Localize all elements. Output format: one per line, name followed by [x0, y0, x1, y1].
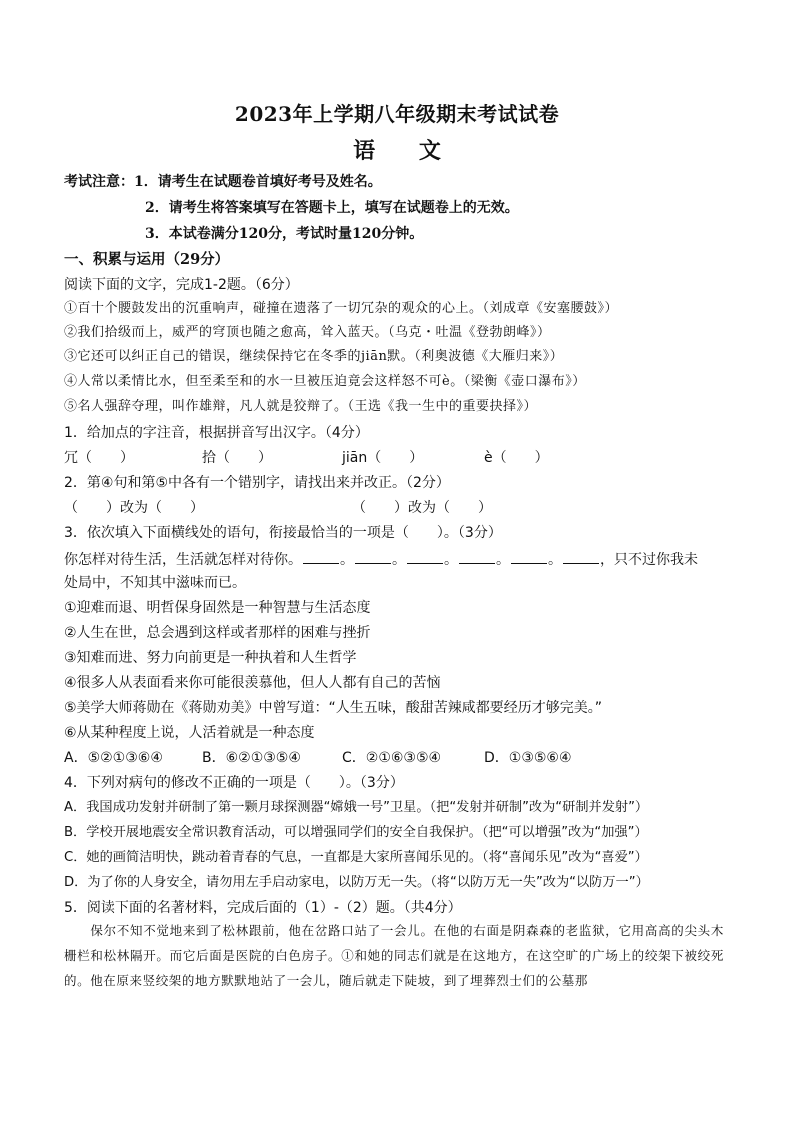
q3-option: ⑥从某种程度上说，人活着就是一种态度: [64, 725, 315, 741]
note-item: 3．本试卷满分120分，考试时量120分钟。: [145, 226, 424, 242]
exam-title: 2023年上学期八年级期末考试试卷: [234, 102, 560, 126]
q1-part: 拾（ ）: [202, 450, 272, 466]
exam-subject: 语 文: [353, 138, 459, 164]
question-4-stem: 4．下列对病句的修改不正确的一项是（ ）。（3分）: [64, 775, 404, 791]
q3-option: ③知难而进、努力向前更是一种执着和人生哲学: [64, 650, 357, 666]
q3-choice-b: B．⑥②①③⑤④: [202, 750, 301, 766]
q3-passage-line-2: 处局中，不知其中滋味而已。: [64, 575, 246, 591]
fill-blank: [407, 549, 443, 564]
fill-blank: [563, 549, 599, 564]
sentence-5: ⑤名人强辞夺理，叫作雄辩，凡人就是狡辩了。（王选《我一生中的重要抉择》）: [64, 399, 538, 414]
q2-part: （ ）改为（ ）: [352, 500, 492, 516]
q3-text-end: ，只不过你我未: [600, 552, 698, 568]
section-heading: 一、积累与运用（29分）: [64, 251, 230, 268]
q3-option: ①迎难而退、明哲保身固然是一种智慧与生活态度: [64, 600, 371, 616]
fill-blank: [459, 549, 495, 564]
reading-intro: 阅读下面的文字，完成1-2题。（6分）: [64, 277, 299, 293]
q3-choice-a: A．⑤②①③⑥④: [64, 750, 163, 766]
q2-part: （ ）改为（ ）: [64, 500, 204, 516]
q4-choice-a: A．我国成功发射并研制了第一颗月球探测器“嫦娥一号”卫星。（把“发射并研制”改为“研制并发射”）: [64, 800, 649, 815]
fill-blank: [511, 549, 547, 564]
sentence-4: ④人常以柔情比水，但至柔至和的水一旦被压迫竟会这样怒不可è。（梁衡《壶口瀑布》）: [64, 374, 586, 389]
q1-part: è（ ）: [484, 450, 549, 466]
q4-choice-c: C．她的画简洁明快，跳动着青春的气息，一直都是大家所喜闻乐见的。（将“喜闻乐见”改为“喜爱”）: [64, 850, 648, 865]
q3-choice-d: D．①③⑤⑥④: [484, 750, 572, 766]
q4-choice-b: B．学校开展地震安全常识教育活动，可以增强同学们的安全自我保护。（把“可以增强”改为“加强”）: [64, 825, 648, 840]
sentence-3: ③它还可以纠正自己的错误，继续保持它在冬季的jiān默。（利奥波德《大雁归来》）: [64, 349, 564, 364]
notes-label: 考试注意：: [64, 174, 134, 190]
note-item: 1．请考生在试题卷首填好考号及姓名。: [134, 174, 382, 190]
fill-blank: [303, 549, 339, 564]
notes-line-1: [64, 173, 382, 191]
question-2-stem: 2．第④句和第⑤中各有一个错别字，请找出来并改正。（2分）: [64, 475, 450, 491]
question-1-stem: 1．给加点的字注音，根据拼音写出汉字。（4分）: [64, 425, 369, 441]
note-item: 2．请考生将答案填写在答题卡上，填写在试题卷上的无效。: [145, 200, 519, 216]
novel-excerpt: 保尔不知不觉地来到了松林跟前，他在岔路口站了一会儿。在他的右面是阴森森的老监狱，它用高高的尖头木栅栏和松林隔开。而它后面是医院的白色房子。①和她的同志们就是在这地方，在这空旷的广场上的绞架下被绞死的。他在原来竖绞架的地方默默地站了一会儿，随后就走下陡坡，到了埋葬烈士们的公墓那: [64, 923, 724, 988]
q1-part: jiān（ ）: [342, 450, 424, 466]
sentence-2: ②我们拾级而上，威严的穹顶也随之愈高，耸入蓝天。（乌克・吐温《登勃朗峰》）: [64, 325, 551, 340]
question-3-stem: 3．依次填入下面横线处的语句，衔接最恰当的一项是（ ）。（3分）: [64, 525, 502, 541]
q3-option: ④很多人从表面看来你可能很羡慕他，但人人都有自己的苦恼: [64, 675, 441, 691]
question-5-stem: 5．阅读下面的名著材料，完成后面的（1）-（2）题。（共4分）: [64, 900, 462, 916]
q3-passage-line-1: 你怎样对待生活，生活就怎样对待你。 。 。 。 。 。 ，只不过你我未: [64, 549, 698, 569]
q3-choice-c: C．②①⑥③⑤④: [342, 750, 442, 766]
q1-part: 冗（ ）: [64, 450, 134, 466]
q3-option: ⑤美学大师蒋勋在《蒋勋劝美》中曾写道：“人生五味，酸甜苦辣咸都要经历才够完美。”: [64, 700, 603, 716]
fill-blank: [355, 549, 391, 564]
q3-option: ②人生在世，总会遇到这样或者那样的困难与挫折: [64, 625, 371, 641]
q4-choice-d: D．为了你的人身安全，请勿用左手启动家电，以防万无一失。（将“以防万无一失”改为“以防万一”）: [64, 875, 649, 890]
q3-text-start: 你怎样对待生活，生活就怎样对待你。: [64, 552, 302, 568]
sentence-1: ①百十个腰鼓发出的沉重响声，碰撞在遗落了一切冗杂的观众的心上。（刘成章《安塞腰鼓》）: [64, 301, 619, 316]
